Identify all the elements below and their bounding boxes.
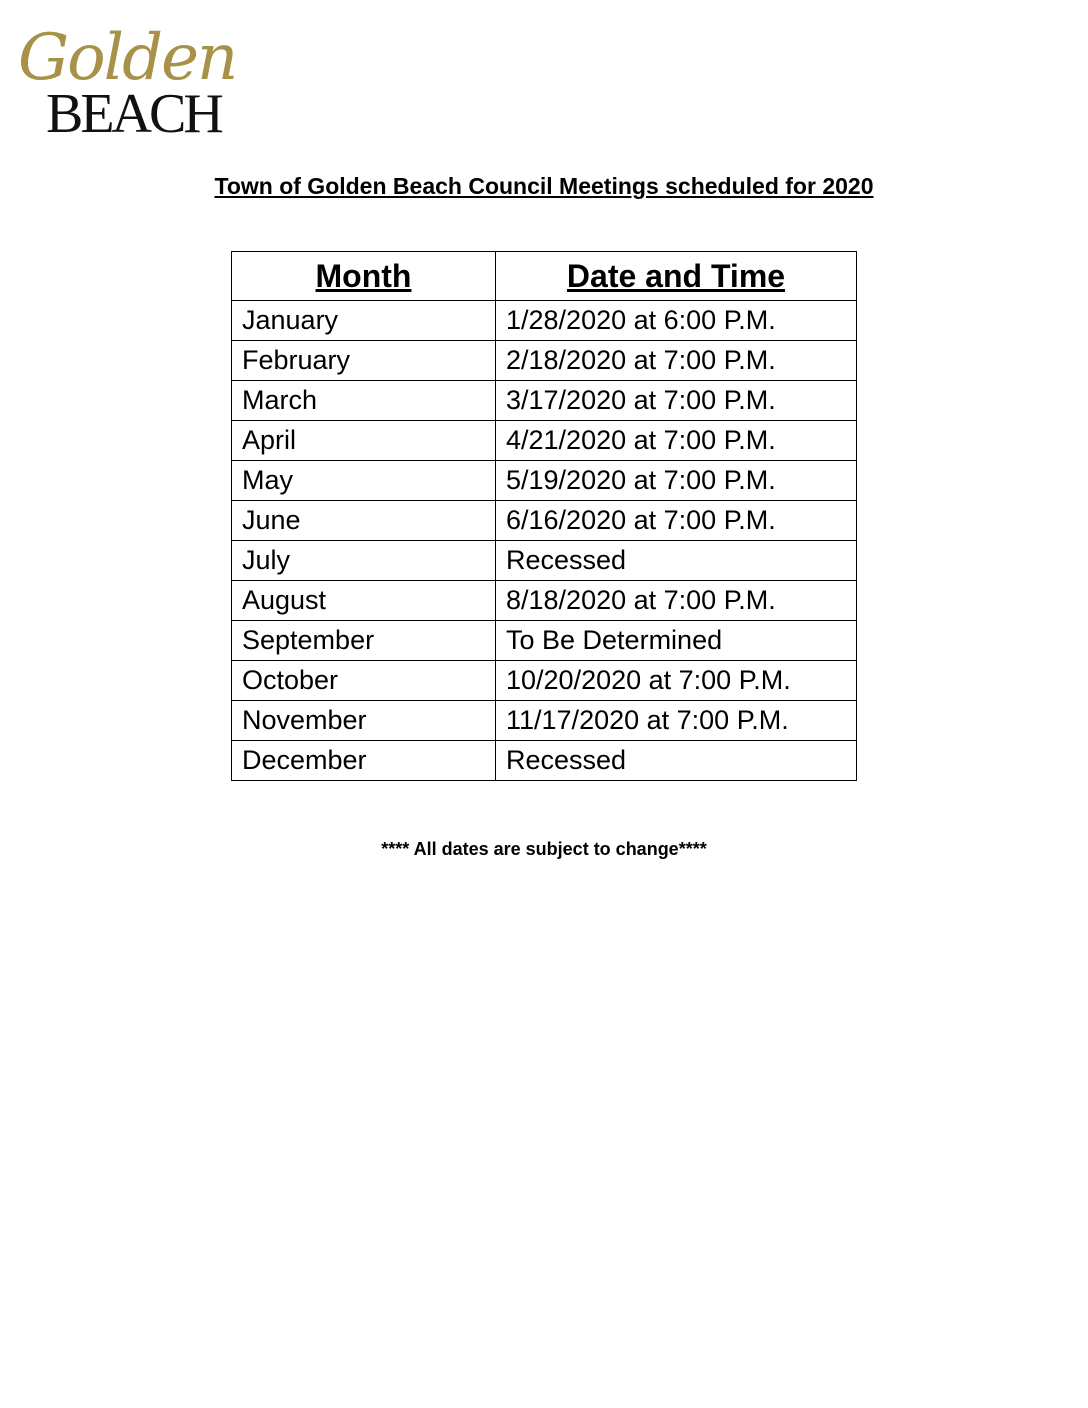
date-time-cell: Recessed	[496, 741, 857, 781]
table-row	[232, 581, 857, 621]
month-cell: February	[232, 341, 496, 381]
month-cell: August	[232, 581, 496, 621]
date-time-cell: 6/16/2020 at 7:00 P.M.	[496, 501, 857, 541]
table-header-row	[232, 252, 857, 301]
date-time-cell: 8/18/2020 at 7:00 P.M.	[496, 581, 857, 621]
date-time-cell: 1/28/2020 at 6:00 P.M.	[496, 301, 857, 341]
golden-beach-logo	[18, 21, 238, 145]
month-cell: July	[232, 541, 496, 581]
date-time-cell: Recessed	[496, 541, 857, 581]
column-header-month: Month	[232, 252, 496, 301]
table-row	[232, 541, 857, 581]
meeting-schedule-table	[231, 251, 857, 781]
table-row	[232, 301, 857, 341]
table-row	[232, 461, 857, 501]
date-time-cell: 5/19/2020 at 7:00 P.M.	[496, 461, 857, 501]
month-cell: November	[232, 701, 496, 741]
table-row	[232, 341, 857, 381]
table-row	[232, 381, 857, 421]
disclaimer-note: **** All dates are subject to change****	[381, 839, 707, 859]
logo-beach-text: BEACH	[46, 83, 221, 145]
date-time-cell: 3/17/2020 at 7:00 P.M.	[496, 381, 857, 421]
column-header-date-and-time: Date and Time	[496, 252, 857, 301]
month-cell: December	[232, 741, 496, 781]
date-time-cell: 2/18/2020 at 7:00 P.M.	[496, 341, 857, 381]
table-row	[232, 741, 857, 781]
logo-golden-text: Golden	[18, 21, 237, 95]
table-row	[232, 701, 857, 741]
month-cell: March	[232, 381, 496, 421]
table-row	[232, 661, 857, 701]
date-time-cell: 11/17/2020 at 7:00 P.M.	[496, 701, 857, 741]
table-row	[232, 501, 857, 541]
month-cell: January	[232, 301, 496, 341]
month-cell: May	[232, 461, 496, 501]
month-cell: June	[232, 501, 496, 541]
month-cell: September	[232, 621, 496, 661]
page-title: Town of Golden Beach Council Meetings scheduled for 2020	[214, 173, 874, 199]
table-row	[232, 421, 857, 461]
date-time-cell: 10/20/2020 at 7:00 P.M.	[496, 661, 857, 701]
table-row	[232, 621, 857, 661]
month-cell: April	[232, 421, 496, 461]
month-cell: October	[232, 661, 496, 701]
date-time-cell: 4/21/2020 at 7:00 P.M.	[496, 421, 857, 461]
date-time-cell: To Be Determined	[496, 621, 857, 661]
